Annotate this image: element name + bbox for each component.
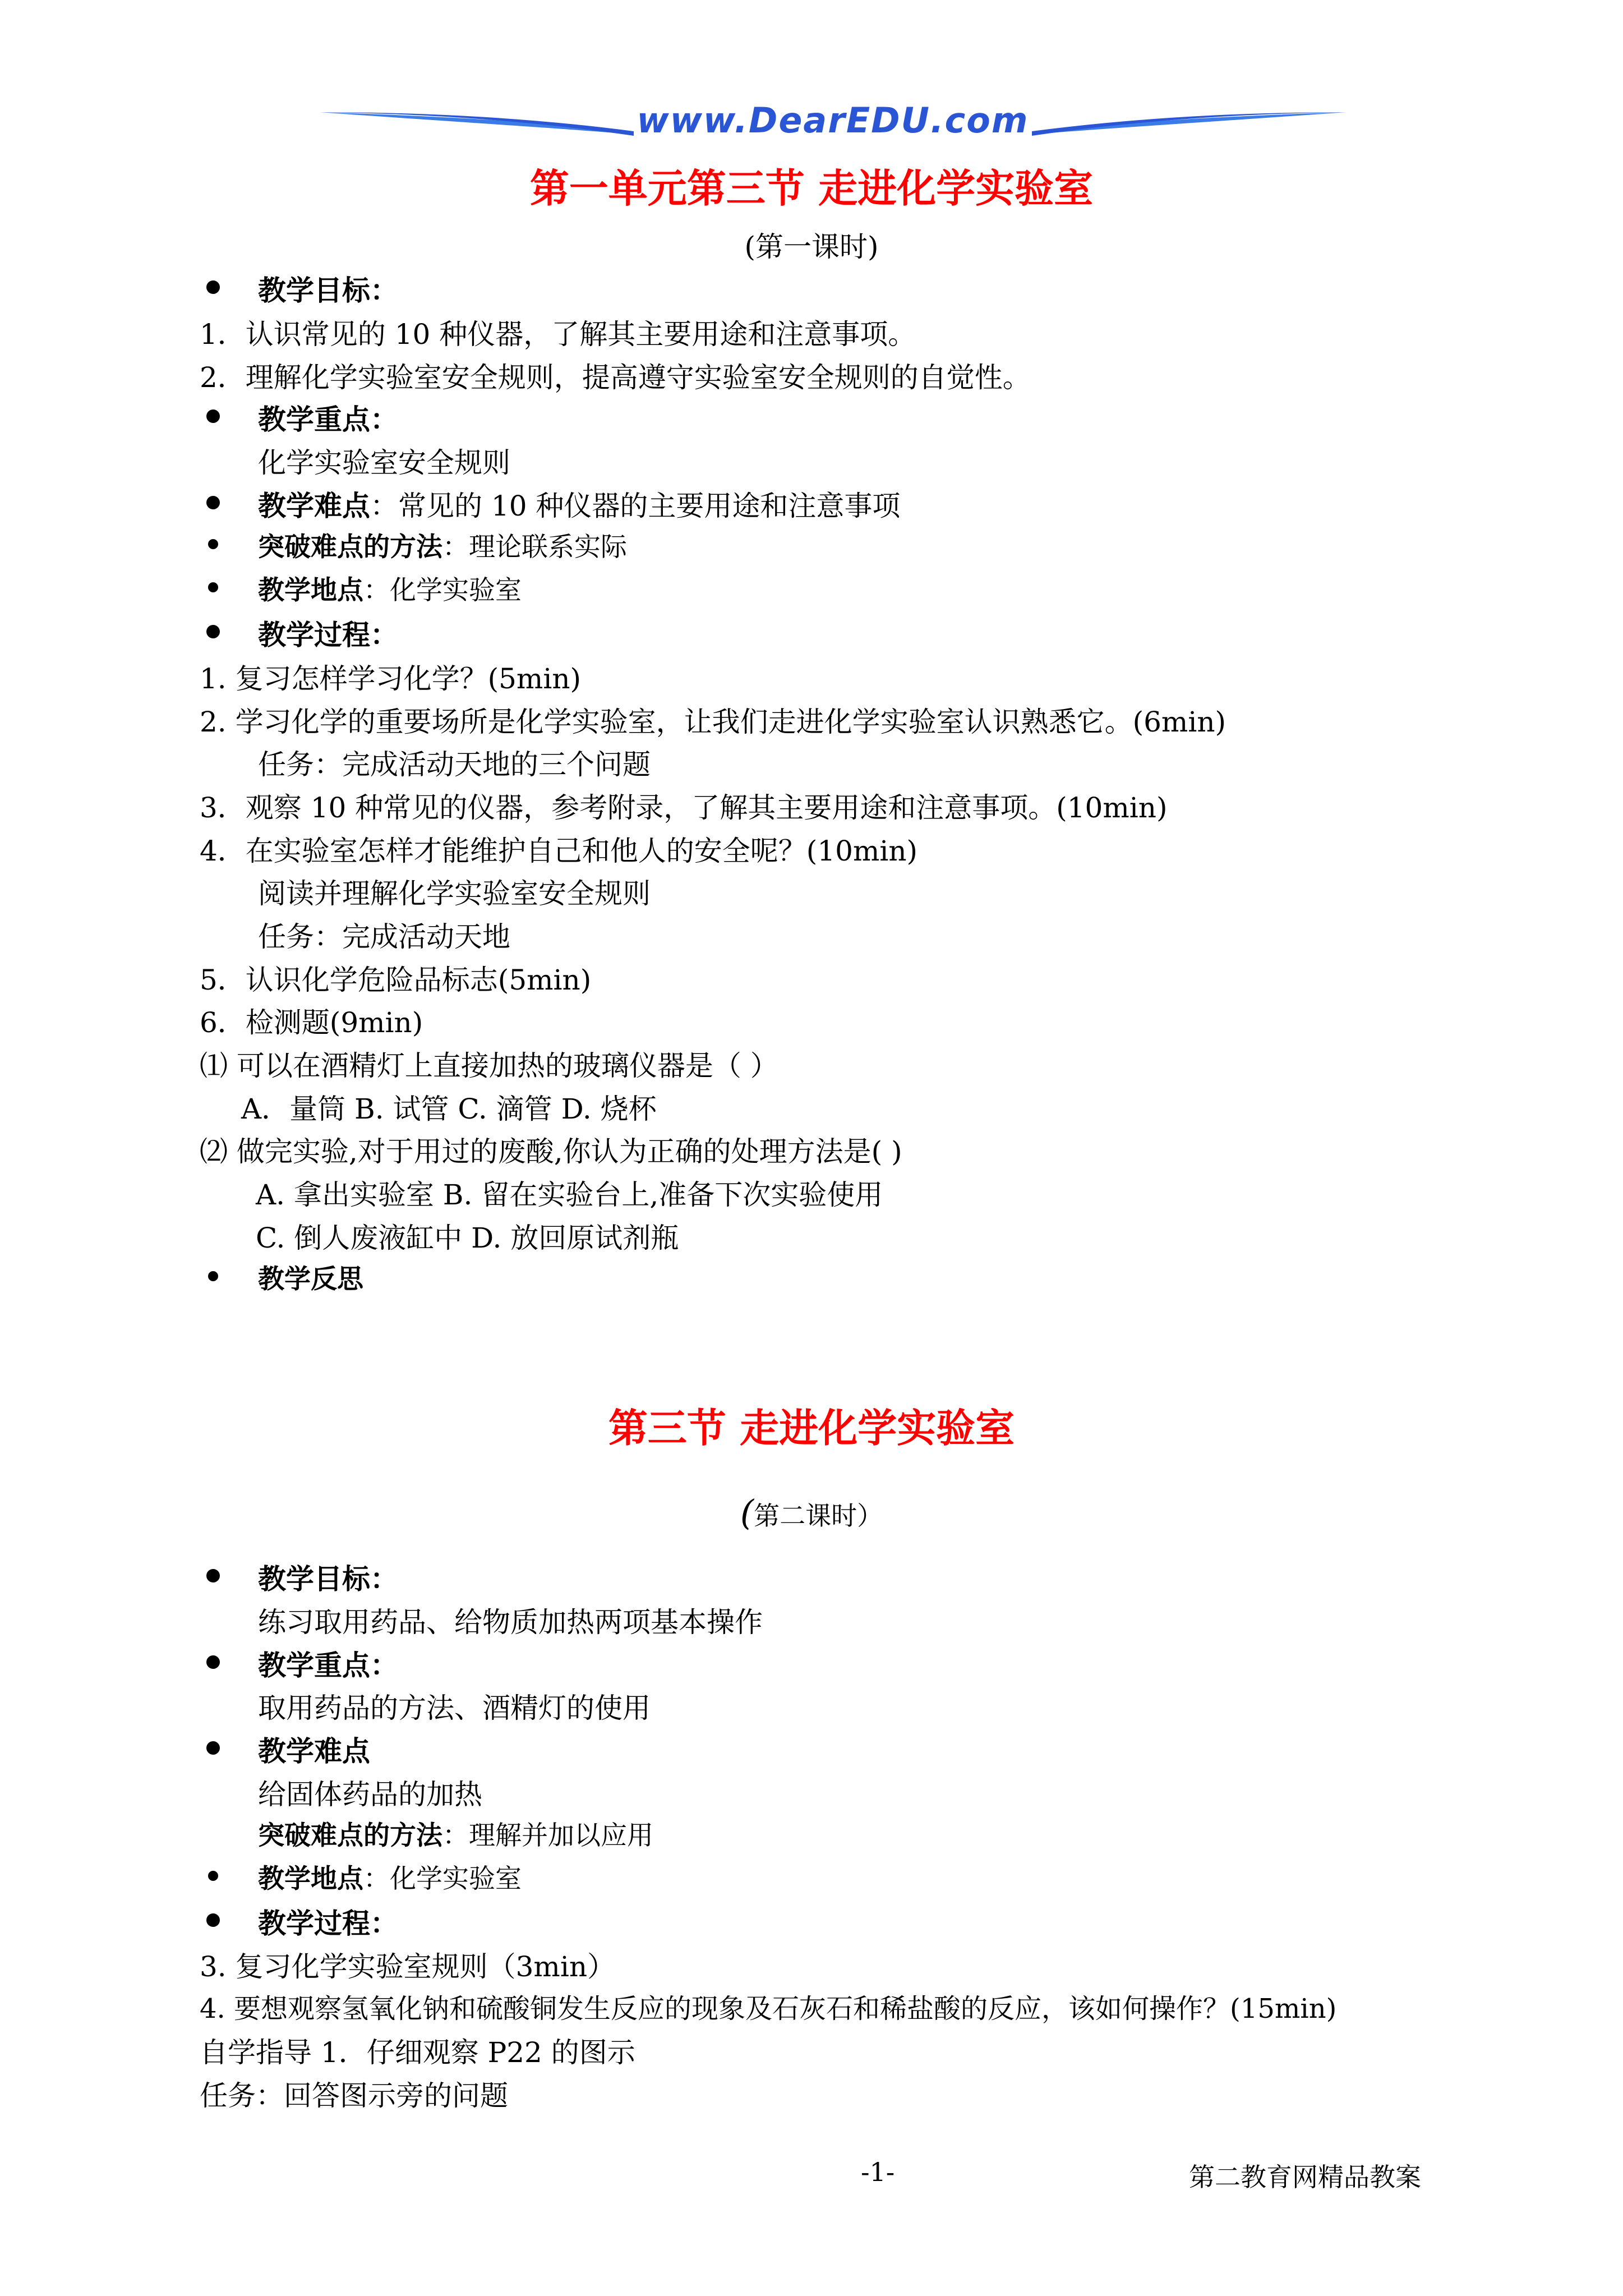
bullet-icon xyxy=(208,1271,218,1281)
lesson1-step: 6．检测题(9min) xyxy=(200,1006,423,1039)
lesson1-subtitle: (第一课时) xyxy=(744,231,879,263)
lesson2-method xyxy=(258,1815,653,1852)
lesson2-goal-text: 练习取用药品、给物质加热两项基本操作 xyxy=(258,1606,763,1639)
bullet-icon xyxy=(206,625,220,638)
lesson2-step: 任务：回答图示旁的问题 xyxy=(200,2079,508,2112)
lesson2-difficulty-text: 给固体药品的加热 xyxy=(258,1778,482,1811)
lesson1-title: 第一单元第三节 走进化学实验室 xyxy=(529,165,1094,211)
lesson1-step: 3．观察 10 种常见的仪器，参考附录，了解其主要用途和注意事项。(10min) xyxy=(200,792,1168,824)
lesson2-process-label: 教学过程： xyxy=(258,1907,398,1940)
footer-site-label: 第二教育网精品教案 xyxy=(1189,2162,1421,2192)
bullet-icon xyxy=(208,582,218,592)
lesson1-options: A．量筒 B. 试管 C. 滴管 D. 烧杯 xyxy=(241,1093,657,1125)
lesson1-key-text: 化学实验室安全规则 xyxy=(258,447,510,479)
lesson1-question: ⑴ 可以在酒精灯上直接加热的玻璃仪器是（ ） xyxy=(200,1050,778,1082)
bullet-icon xyxy=(206,409,220,423)
lesson1-place-text: ：化学实验室 xyxy=(363,575,522,606)
page-number: -1- xyxy=(861,2157,895,2187)
lesson1-step: 5．认识化学危险品标志(5min) xyxy=(200,964,592,996)
lesson1-options: C. 倒人废液缸中 D. 放回原试剂瓶 xyxy=(256,1222,679,1254)
bullet-icon xyxy=(206,496,220,509)
lesson2-goal-label: 教学目标： xyxy=(258,1562,398,1595)
bullet-icon xyxy=(208,539,218,549)
lesson1-key-label: 教学重点： xyxy=(258,403,398,436)
lesson2-difficulty-label: 教学难点 xyxy=(258,1734,370,1768)
lesson1-difficulty-label: 教学难点 xyxy=(258,489,370,522)
bullet-icon xyxy=(206,280,220,294)
lesson2-place xyxy=(258,1858,522,1895)
lesson2-subtitle: 第二课时） xyxy=(754,1501,883,1531)
lesson1-step: 任务：完成活动天地的三个问题 xyxy=(258,748,651,781)
lesson1-method-text: ：理论联系实际 xyxy=(442,532,627,563)
bullet-icon xyxy=(206,1569,220,1582)
lesson2-title: 第三节 走进化学实验室 xyxy=(608,1405,1015,1451)
lesson1-place xyxy=(258,569,522,607)
lesson1-step: 1. 复习怎样学习化学？(5min) xyxy=(200,662,582,695)
lesson2-method-text: ：理解并加以应用 xyxy=(442,1820,653,1851)
lesson1-step: 2. 学习化学的重要场所是化学实验室，让我们走进化学实验室认识熟悉它。(6min) xyxy=(200,706,1227,738)
lesson2-step: 3. 复习化学实验室规则（3min） xyxy=(200,1950,616,1983)
lesson1-goal-label: 教学目标： xyxy=(258,274,398,307)
lesson2-subtitle-paren: ( xyxy=(740,1492,754,1533)
lesson1-step: 4．在实验室怎样才能维护自己和他人的安全呢？(10min) xyxy=(200,835,918,867)
bullet-icon xyxy=(206,1741,220,1755)
lesson2-step: 自学指导 1．仔细观察 P22 的图示 xyxy=(200,2036,635,2069)
lesson1-goal-1: 1．认识常见的 10 种仪器，了解其主要用途和注意事项。 xyxy=(200,318,916,351)
lesson1-method xyxy=(258,526,627,564)
lesson1-difficulty xyxy=(258,484,900,524)
bullet-icon xyxy=(206,1655,220,1669)
lesson1-step: 阅读并理解化学实验室安全规则 xyxy=(258,877,651,910)
lesson2-step: 4. 要想观察氢氧化钠和硫酸铜发生反应的现象及石灰石和稀盐酸的反应，该如何操作？(15min) xyxy=(200,1993,1337,2024)
header-logo xyxy=(320,95,1346,157)
lesson2-key-text: 取用药品的方法、酒精灯的使用 xyxy=(258,1692,651,1724)
lesson1-question: ⑵ 做完实验,对于用过的废酸,你认为正确的处理方法是( ) xyxy=(200,1135,902,1168)
lesson2-place-text: ：化学实验室 xyxy=(363,1864,522,1894)
lesson1-step: 任务：完成活动天地 xyxy=(258,921,510,953)
lesson1-difficulty-text: ：常见的 10 种仪器的主要用途和注意事项 xyxy=(370,490,901,522)
bullet-icon xyxy=(206,1913,220,1927)
lesson1-reflection-label: 教学反思 xyxy=(258,1264,363,1295)
lesson1-options: A. 拿出实验室 B. 留在实验台上,准备下次实验使用 xyxy=(256,1179,883,1211)
lesson2-subtitle-row xyxy=(0,1492,1623,1533)
lesson1-goal-2: 2．理解化学实验室安全规则，提高遵守实验室安全规则的自觉性。 xyxy=(200,361,1031,394)
lesson2-place-label: 教学地点 xyxy=(258,1864,363,1894)
lesson1-process-label: 教学过程： xyxy=(258,618,398,651)
lesson2-method-label: 突破难点的方法 xyxy=(258,1820,442,1851)
lesson2-key-label: 教学重点： xyxy=(258,1649,398,1682)
lesson1-method-label: 突破难点的方法 xyxy=(258,532,442,563)
lesson1-place-label: 教学地点 xyxy=(258,575,363,606)
bullet-icon xyxy=(208,1871,218,1881)
logo-text: www.DearEDU.com xyxy=(637,100,1029,141)
